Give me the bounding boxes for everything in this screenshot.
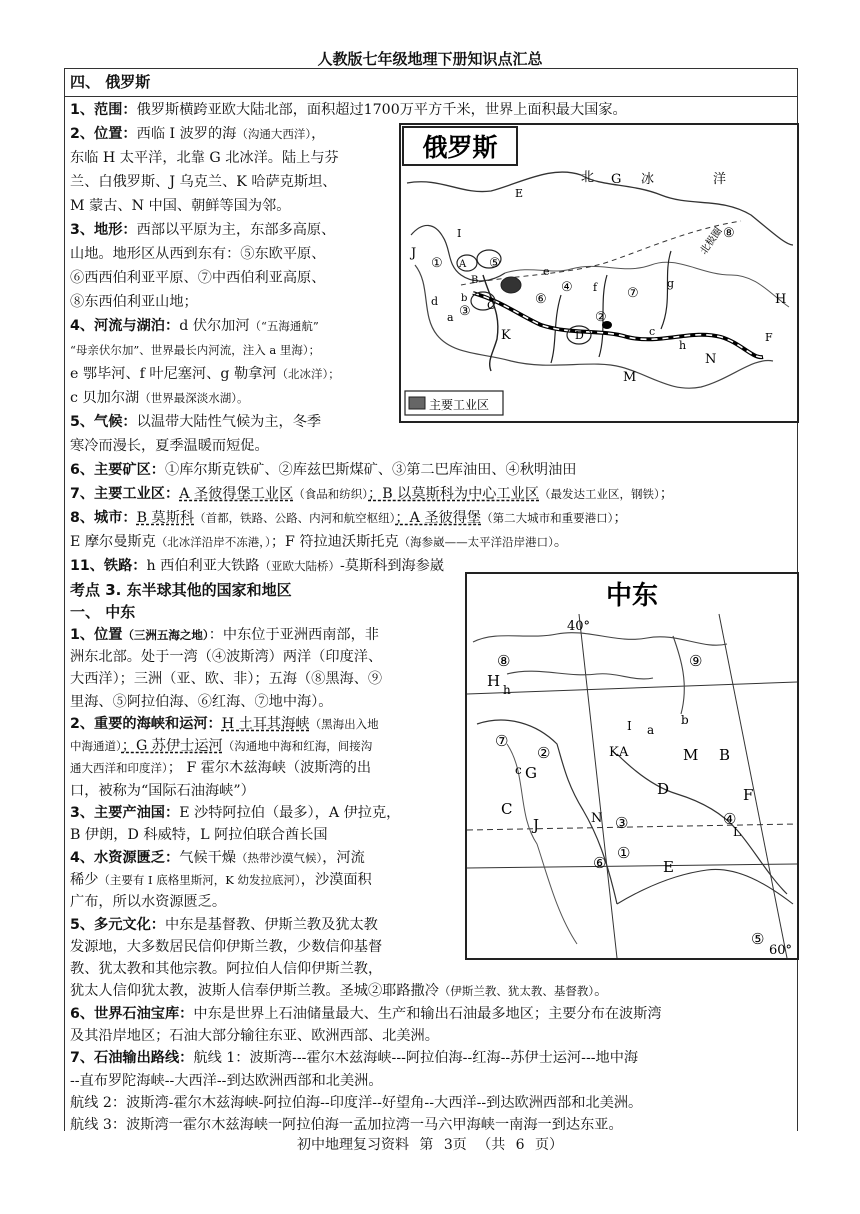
- text-line: ⑥西西伯利亚平原、⑦中西伯利亚高原、: [70, 270, 326, 286]
- map-label: ②: [595, 310, 607, 325]
- kaodian-title: 考点 3. 东半球其他的国家和地区: [70, 581, 292, 599]
- map-label: J: [533, 816, 540, 834]
- text-line: 兰、白俄罗斯、J 乌克兰、K 哈萨克斯坦、: [70, 174, 337, 190]
- note: （沟通地中海和红海，间接沟: [222, 739, 373, 754]
- page-footer: 初中地理复习资料 第 3页 （共 6 页）: [296, 1137, 564, 1153]
- map-label: H: [487, 672, 501, 690]
- map-label: ⑥: [535, 292, 547, 307]
- russia-mines: [70, 460, 576, 480]
- map-label: 冰: [641, 172, 655, 187]
- map-label: F: [765, 331, 773, 344]
- text-line: 里海、⑤阿拉伯海、⑥红海、⑦地中海）。: [70, 693, 333, 710]
- label: 4、河流与湖泊：: [70, 318, 180, 334]
- map-label: f: [593, 281, 598, 294]
- mideast-location: [70, 625, 460, 645]
- text: ：中东位于亚洲西南部，非: [208, 626, 379, 643]
- russia-climate: [70, 412, 396, 432]
- text: ；F 符拉迪沃斯托克: [270, 534, 399, 550]
- note: （首都，铁路、公路、内河和航空枢纽）: [194, 511, 396, 525]
- russia-map-drawing: [401, 125, 797, 421]
- map-label: h: [503, 683, 511, 697]
- text: A 圣彼得堡工业区: [179, 486, 294, 502]
- map-label: ⑤: [489, 256, 501, 271]
- text: 中东是基督教、伊斯兰教及犹太教: [165, 916, 378, 933]
- text: -莫斯科到海参崴: [339, 558, 445, 574]
- map-label: E: [663, 858, 674, 876]
- map-label: I: [627, 719, 632, 733]
- text-line: [70, 388, 396, 408]
- note: （主要有 I 底格里斯河，K 幼发拉底河）: [98, 872, 301, 887]
- text-line: 大西洋）；三洲（亚、欧、非）；五海（⑧黑海、⑨: [70, 671, 383, 688]
- map-label: b: [681, 713, 689, 727]
- map-label: 洋: [713, 172, 727, 187]
- text: d 伏尔加河: [179, 318, 250, 334]
- russia-position: [70, 124, 396, 144]
- label: 2、位置：: [70, 126, 137, 142]
- note: （食品和纺织）: [293, 487, 369, 501]
- note: （“五海通航”: [249, 319, 319, 333]
- label: 4、水资源匮乏：: [70, 849, 180, 866]
- map-label: F: [743, 786, 754, 804]
- text: 俄罗斯横跨亚欧大陆北部，面积超过1700万平方千米，世界上面积最大国家。: [136, 102, 627, 118]
- russia-industry: [70, 484, 674, 504]
- map-label: ⑦: [627, 286, 639, 301]
- map-label: ③: [615, 814, 629, 832]
- map-label: H: [775, 292, 787, 307]
- map-label: D: [575, 329, 584, 342]
- text: 西临 I 波罗的海: [136, 126, 237, 142]
- map-label: C: [501, 800, 513, 818]
- mideast-culture: [70, 915, 378, 935]
- text-line: M 蒙古、N 中国、朝鲜等国为邻。: [70, 198, 291, 214]
- russia-extent: [70, 100, 627, 120]
- label: 3、主要产油国：: [70, 805, 180, 821]
- text-line: 洲东北部。处于一湾（④波斯湾）两洋（印度洋、: [70, 648, 383, 665]
- text: ，河流: [322, 849, 365, 866]
- note: （世界最深淡水湖）。: [139, 391, 249, 405]
- text-line: --直布罗陀海峡--大西洋--到达欧洲西部和北美洲。: [70, 1072, 383, 1089]
- text: ；: [613, 510, 628, 526]
- section-title-russia: 四、 俄罗斯: [70, 73, 151, 91]
- text: E 摩尔曼斯克: [70, 534, 156, 550]
- note: （海参崴——太平洋沿岸港口）: [398, 535, 554, 549]
- note: （三洲五海之地）: [122, 627, 209, 642]
- map-label: b: [461, 293, 468, 304]
- map-label: M: [683, 746, 699, 764]
- label: 5、气候：: [70, 414, 137, 430]
- label: 6、世界石油宝库：: [70, 1005, 194, 1022]
- map-label: A: [459, 259, 467, 270]
- text-line: B 伊朗，D 科威特，L 阿拉伯联合酋长国: [70, 827, 328, 844]
- text-line: 山地。地形区从西到东有：⑤东欧平原、: [70, 246, 326, 262]
- map-legend: 主要工业区: [429, 398, 490, 412]
- note: （北冰洋）；: [276, 367, 340, 381]
- text: 犹太人信仰犹太教，波斯人信奉伊斯兰教。圣城②耶路撒冷: [70, 983, 439, 1000]
- map-label: d: [431, 295, 439, 308]
- text: ；A 圣彼得堡: [395, 510, 482, 526]
- text: 气候干燥: [179, 849, 236, 866]
- label: 1、位置: [70, 626, 123, 643]
- map-label: ④: [723, 810, 737, 828]
- mideast-map: [465, 572, 799, 960]
- note: （亚欧大陆桥）: [259, 559, 340, 573]
- text-line: [70, 758, 371, 778]
- map-title: 中东: [605, 581, 659, 611]
- text: ；B 以莫斯科为中心工业区: [368, 486, 540, 502]
- map-label: 40°: [567, 619, 591, 634]
- text-line: [70, 532, 568, 552]
- russia-railway: [70, 556, 444, 576]
- label: 11、铁路：: [70, 558, 147, 574]
- label: 6、主要矿区：: [70, 462, 165, 478]
- mideast-oil-routes: [70, 1048, 638, 1068]
- map-label: A: [619, 745, 629, 760]
- text-line: [70, 364, 396, 384]
- text: 以温带大陆性气候为主，冬季: [136, 414, 322, 430]
- map-label: D: [657, 780, 670, 798]
- label: 2、重要的海峡和运河：: [70, 715, 222, 732]
- text-line: 寒冷而漫长，夏季温暖而短促。: [70, 438, 269, 454]
- map-label: ⑥: [593, 854, 607, 872]
- mideast-map-drawing: [467, 574, 797, 958]
- map-label: ①: [431, 256, 443, 271]
- text-line: ⑧东西伯利亚山地；: [70, 294, 198, 310]
- oil-route-line: 航线 3：波斯湾一霍尔木兹海峡一阿拉伯海一孟加拉湾一马六甲海峡一南海一到达东亚。: [70, 1117, 623, 1134]
- map-label: ①: [617, 844, 631, 862]
- text: c 贝加尔湖: [70, 390, 140, 406]
- map-label: ②: [537, 744, 551, 762]
- mideast-oil-producers: [70, 803, 400, 823]
- note: （沟通大西洋）: [236, 127, 312, 141]
- map-label: 60°: [769, 943, 793, 958]
- mideast-oil-treasury: [70, 1004, 662, 1024]
- map-label: K: [609, 745, 619, 760]
- map-label: B: [719, 746, 731, 764]
- text-line: 东临 H 太平洋，北靠 G 北冰洋。陆上与芬: [70, 150, 339, 166]
- text: ；G 苏伊士运河: [121, 738, 223, 755]
- map-label: M: [623, 370, 637, 385]
- map-label: a: [447, 311, 454, 324]
- text: H 土耳其海峡: [221, 715, 310, 732]
- map-label: 北极圈: [698, 225, 725, 257]
- text-line: [70, 870, 372, 890]
- map-label: C: [487, 299, 496, 312]
- text-line: 及其沿岸地区；石油大部分输往东亚、欧洲西部、北美洲。: [70, 1028, 439, 1044]
- label: 7、主要工业区：: [70, 486, 180, 502]
- map-label: B: [471, 275, 479, 286]
- map-label: ⑧: [723, 226, 735, 241]
- text: 稀少: [70, 871, 99, 888]
- map-label: ⑧: [497, 652, 511, 670]
- text: ，: [311, 126, 326, 142]
- mideast-straits: [70, 714, 379, 734]
- text: ； F 霍尔木兹海峡（波斯湾的出: [167, 760, 372, 777]
- map-label: ⑤: [751, 930, 765, 948]
- note: （第二大城市和重要港口）: [481, 511, 614, 525]
- map-label: ④: [561, 280, 573, 295]
- map-label: c: [649, 325, 656, 338]
- russia-cities: [70, 508, 628, 528]
- label: 8、城市：: [70, 510, 137, 526]
- text: 航线 1：波斯湾---霍尔木兹海峡---阿拉伯海--红海--苏伊士运河---地中海: [193, 1050, 639, 1067]
- label: 1、范围：: [70, 102, 137, 118]
- russia-map: [399, 123, 799, 423]
- text: ，沙漠面积: [300, 871, 372, 888]
- text: 西部以平原为主，东部多高原、: [136, 222, 336, 238]
- map-label: e: [543, 265, 550, 278]
- text-line: 发源地，大多数居民信仰伊斯兰教，少数信仰基督: [70, 938, 383, 955]
- map-label: I: [457, 227, 462, 240]
- note: （热带沙漠气候）: [235, 850, 323, 865]
- map-label: g: [667, 277, 675, 290]
- text: 中东是世界上石油储量最大、生产和输出石油最多地区；主要分布在波斯湾: [193, 1005, 662, 1022]
- note: 中海通道）: [70, 739, 122, 754]
- text: e 鄂毕河、f 叶尼塞河、g 勒拿河: [70, 366, 277, 382]
- text: E 沙特阿拉伯（最多），A 伊拉克，: [179, 805, 401, 821]
- map-label: c: [515, 763, 522, 777]
- note: （北冰洋沿岸不冻港，）: [155, 535, 271, 549]
- page-header: 人教版七年级地理下册知识点汇总: [317, 50, 543, 68]
- map-label: E: [515, 187, 524, 200]
- note: 通大西洋和印度洋）: [70, 761, 168, 776]
- russia-terrain: [70, 220, 396, 240]
- map-label: ⑦: [495, 732, 509, 750]
- map-label: ③: [459, 304, 471, 319]
- label: 5、多元文化：: [70, 916, 165, 933]
- map-label: J: [411, 246, 417, 261]
- map-label: K: [501, 328, 511, 343]
- map-label: h: [679, 339, 687, 352]
- text-line: “母亲伏尔加”、世界最长内河流，注入 a 里海）；: [70, 343, 321, 357]
- text: ①库尔斯克铁矿、②库兹巴斯煤矿、③第二巴库油田、④秋明油田: [165, 462, 577, 478]
- label: 7、石油输出路线：: [70, 1050, 194, 1067]
- text: B 莫斯科: [136, 510, 195, 526]
- map-label: N: [591, 811, 603, 826]
- map-label: a: [647, 723, 655, 737]
- note: （最发达工业区，钢铁）: [539, 487, 660, 501]
- note: （黑海出入地: [309, 716, 379, 731]
- map-label: ⑨: [689, 652, 703, 670]
- text-line: 口，被称为“国际石油海峡”）: [70, 782, 255, 799]
- map-label: G: [611, 172, 622, 187]
- map-label: G: [525, 764, 537, 782]
- label: 3、地形：: [70, 222, 137, 238]
- map-label: N: [705, 352, 717, 367]
- map-label: L: [733, 825, 741, 839]
- text-line: [70, 981, 608, 1001]
- text: 。: [594, 983, 609, 1000]
- note: （伊斯兰教、犹太教、基督教）: [438, 984, 595, 999]
- russia-rivers: [70, 316, 396, 336]
- text: ；: [659, 486, 674, 502]
- section-title-mideast: 一、 中东: [70, 603, 136, 622]
- text-line: 教、犹太教和其他宗教。阿拉伯人信仰伊斯兰教，: [70, 961, 383, 978]
- map-title: 俄罗斯: [422, 133, 498, 162]
- mideast-water: [70, 848, 365, 868]
- text-line: [70, 736, 372, 756]
- divider: [64, 96, 798, 97]
- text: 。: [553, 534, 569, 550]
- map-label: 北: [581, 170, 595, 185]
- oil-route-line: 航线 2：波斯湾-霍尔木兹海峡-阿拉伯海--印度洋--好望角--大西洋--到达欧洲西部和北美洲。: [70, 1094, 643, 1111]
- text-line: 广布，所以水资源匮乏。: [70, 894, 227, 911]
- text: h 西伯利亚大铁路: [146, 558, 260, 574]
